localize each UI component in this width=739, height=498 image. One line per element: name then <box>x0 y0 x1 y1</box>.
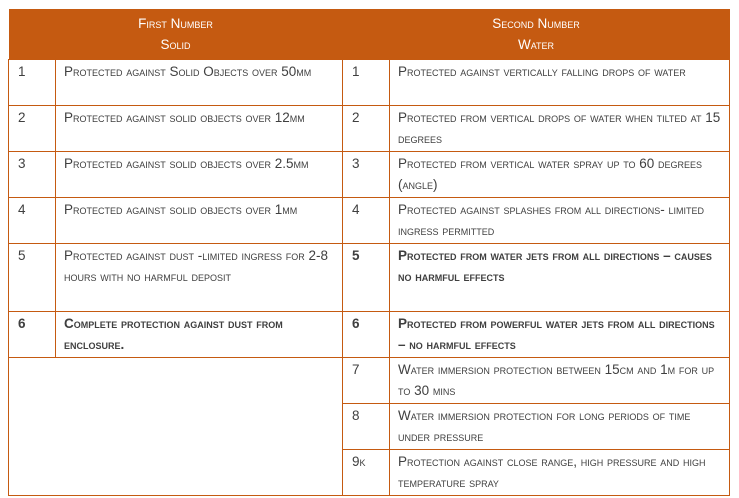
table-row <box>9 312 730 358</box>
solid-description: Protected against Solid Objects over 50mm <box>56 60 343 106</box>
solid-number: 4 <box>9 198 56 244</box>
solid-number: 3 <box>9 152 56 198</box>
solid-description: Complete protection against dust from enclosure. <box>56 312 343 358</box>
table-row <box>9 244 730 312</box>
water-number: 3 <box>343 152 390 198</box>
water-number: 8 <box>343 404 390 450</box>
header-first-number <box>9 9 343 60</box>
water-number: 9k <box>343 450 390 496</box>
header-second-title: Second Number <box>492 16 580 31</box>
water-description: Protection against close range, high pressure and high temperature spray <box>390 450 730 496</box>
water-number: 1 <box>343 60 390 106</box>
empty-solid-cell <box>9 358 343 496</box>
solid-number: 2 <box>9 106 56 152</box>
header-second-sub: Water <box>517 37 555 52</box>
water-description: Protected from powerful water jets from all directions – no harmful effects <box>390 312 730 358</box>
header-first-title: First Number <box>138 16 213 31</box>
solid-number: 5 <box>9 244 56 312</box>
table-row <box>9 60 730 106</box>
table-row <box>9 358 730 404</box>
header-second-number <box>343 9 730 60</box>
table-row <box>9 198 730 244</box>
solid-description: Protected against dust -limited ingress for 2-8 hours with no harmful deposit <box>56 244 343 312</box>
water-description: Protected against vertically falling drops of water <box>390 60 730 106</box>
header-row <box>9 9 730 60</box>
solid-description: Protected against solid objects over 2.5mm <box>56 152 343 198</box>
water-description: Protected against splashes from all directions- limited ingress permitted <box>390 198 730 244</box>
solid-number: 1 <box>9 60 56 106</box>
header-first-sub: Solid <box>160 37 191 52</box>
water-description: Water immersion protection between 15cm and 1m for up to 30 mins <box>390 358 730 404</box>
water-number: 7 <box>343 358 390 404</box>
water-description: Water immersion protection for long periods of time under pressure <box>390 404 730 450</box>
water-number: 4 <box>343 198 390 244</box>
water-description: Protected from vertical water spray up to 60 degrees (angle) <box>390 152 730 198</box>
solid-number: 6 <box>9 312 56 358</box>
water-number: 2 <box>343 106 390 152</box>
ip-rating-table <box>8 9 730 496</box>
solid-description: Protected against solid objects over 1mm <box>56 198 343 244</box>
solid-description: Protected against solid objects over 12mm <box>56 106 343 152</box>
water-number: 6 <box>343 312 390 358</box>
ip-rating-table-container <box>8 9 730 496</box>
water-number: 5 <box>343 244 390 312</box>
water-description: Protected from water jets from all directions – causes no harmful effects <box>390 244 730 312</box>
table-row <box>9 106 730 152</box>
water-description: Protected from vertical drops of water when tilted at 15 degrees <box>390 106 730 152</box>
table-row <box>9 152 730 198</box>
